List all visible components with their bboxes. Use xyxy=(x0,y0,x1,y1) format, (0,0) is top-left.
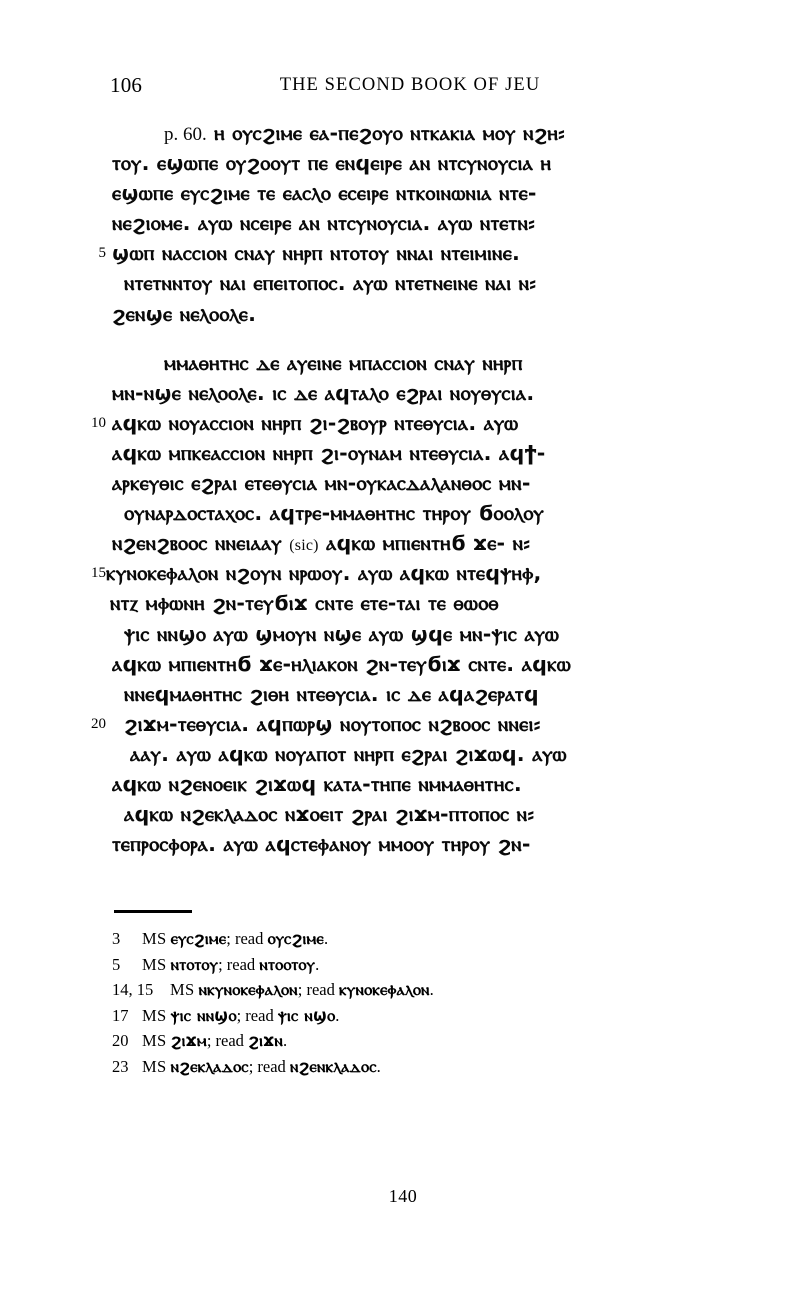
footnote-corrected-reading: ⲯⲓⲥ ⲛϣⲟ xyxy=(277,1005,336,1025)
line-number: 5 xyxy=(98,245,106,262)
sic-annotation: (sic) xyxy=(289,537,319,555)
footnote-separator: ; read xyxy=(236,1005,274,1025)
coptic-text: ⲛϩⲉⲛϩⲃⲟⲟⲥ ⲛⲛⲉⲓⲁⲁⲩ xyxy=(112,531,282,556)
text-line xyxy=(80,739,740,769)
coptic-text: ⲁϥⲕⲱ ⲙⲡⲓⲉⲛⲧⲏϭ ϫⲉ-ⲏⲗⲓⲁⲕⲟⲛ ϩⲛ-ⲧⲉⲩϭⲓϫ ⲥⲛⲧⲉ. ⲁϥⲕⲱ xyxy=(112,651,571,676)
footnote-ms-label: MS xyxy=(142,1005,167,1025)
footnote-ms-label: MS xyxy=(142,1031,167,1050)
footnote-separator: ; read xyxy=(297,980,335,999)
text-line xyxy=(80,118,740,148)
footnote-terminator: . xyxy=(315,954,320,974)
footnote-line-ref: 20 xyxy=(112,1031,129,1050)
coptic-text: ⲁϥⲕⲱ ⲛϩⲉⲛⲟⲉⲓⲕ ϩⲓϫⲱϥ ⲕⲁⲧⲁ-ⲧⲏⲡⲉ ⲛⲙⲙⲁⲑⲏⲧⲏⲥ. xyxy=(112,771,522,796)
coptic-text: ϩⲓϫⲙ-ⲧⲉⲑⲩⲥⲓⲁ. ⲁϥⲡⲱⲣϣ ⲛⲟⲩⲧⲟⲡⲟⲥ ⲛϩⲃⲟⲟⲥ ⲛⲛⲉⲓ⸗ xyxy=(124,711,541,736)
footnote-terminator: . xyxy=(282,1031,288,1050)
text-line xyxy=(80,408,740,438)
coptic-text: ⲁϥⲕⲱ ⲛϩⲉⲕⲗⲁⲇⲟⲥ ⲛϫⲟⲉⲓⲧ ϩⲣⲁⲓ ϩⲓϫⲙ-ⲡⲧⲟⲡⲟⲥ ⲛ⸗ xyxy=(124,802,535,827)
running-title: THE SECOND BOOK OF JEU xyxy=(279,75,541,95)
footnote-line-ref: 17 xyxy=(112,1005,129,1025)
coptic-text: ⲁⲁⲩ. ⲁⲩⲱ ⲁϥⲕⲱ ⲛⲟⲩⲁⲡⲟⲧ ⲛⲏⲣⲡ ⲉϩⲣⲁⲓ ϩⲓϫⲱϥ. ⲁⲩⲱ xyxy=(130,741,567,766)
footnote-line-ref: 14, 15 xyxy=(112,980,154,999)
text-line xyxy=(80,889,740,919)
coptic-text: ⲟⲩⲛⲁⲣⲇⲟⲥⲧⲁⲭⲟⲥ. ⲁϥⲧⲣⲉ-ⲙⲙⲁⲑⲏⲧⲏⲥ ⲧⲏⲣⲟⲩ ϭⲟⲟⲗⲟⲩ xyxy=(124,501,545,526)
footnote-terminator: . xyxy=(323,929,329,948)
coptic-text: ⲏ ⲟⲩⲥϩⲓⲙⲉ ⲉⲁ-ⲡⲉϩⲟⲩⲟ ⲛⲧⲕⲁⲕⲓⲁ ⲙⲟⲩ ⲛϩⲏ⸗ xyxy=(214,121,566,145)
coptic-text: ϣⲱⲡ ⲛⲁⲥⲥⲓⲟⲛ ⲥⲛⲁⲩ ⲛⲏⲣⲡ ⲛⲧⲟⲧⲟⲩ ⲛⲛⲁⲓ ⲛⲧⲉⲓⲙⲓⲛⲉ. xyxy=(112,241,521,266)
footnote-line-ref: 3 xyxy=(112,929,121,948)
text-line xyxy=(80,268,740,298)
footnote-corrected-reading: ⲟⲩⲥϩⲓⲙⲉ xyxy=(267,929,324,948)
text-line xyxy=(80,299,740,329)
footnote-corrected-reading: ⲕⲩⲛⲟⲕⲉⲫⲁⲗⲟⲛ xyxy=(338,980,430,999)
footnote-terminator: . xyxy=(376,1056,381,1076)
text-line xyxy=(80,679,740,709)
footnote-entry xyxy=(112,1054,672,1080)
line-number: 15 xyxy=(91,565,106,582)
line-number: 10 xyxy=(91,414,106,431)
footnote-entry xyxy=(112,952,672,978)
footnote-separator-rule xyxy=(114,910,192,913)
coptic-text: ⲧⲉⲡⲣⲟⲥⲫⲟⲣⲁ. ⲁⲩⲱ ⲁϥⲥⲧⲉⲫⲁⲛⲟⲩ ⲙⲙⲟⲟⲩ ⲧⲏⲣⲟⲩ ϩⲛ- xyxy=(112,832,531,857)
footnote-entry xyxy=(112,1028,672,1054)
footnote-entry xyxy=(112,1003,672,1029)
coptic-text: ⲧⲟⲩ. ⲉϣⲱⲡⲉ ⲟⲩϩⲟⲟⲩⲧ ⲡⲉ ⲉⲛϥⲉⲓⲣⲉ ⲁⲛ ⲛⲧⲥⲩⲛⲟⲩⲥⲓⲁ ⲏ xyxy=(112,151,552,176)
footnote-corrected-reading: ⲛϩⲉⲛⲕⲗⲁⲇⲟⲥ xyxy=(289,1056,377,1076)
text-line xyxy=(80,378,740,408)
coptic-text: ⲕⲩⲛⲟⲕⲉⲫⲁⲗⲟⲛ ⲛϩⲟⲩⲛ ⲛⲣⲱⲟⲩ. ⲁⲩⲱ ⲁϥⲕⲱ ⲛⲧⲉϥⲯⲏⲫ, xyxy=(106,561,542,586)
footnote-line-ref: 5 xyxy=(112,954,121,974)
footnote-ms-label: MS xyxy=(142,1056,167,1076)
footnote-ms-reading: ϩⲓϫⲙ xyxy=(170,1031,207,1050)
text-line xyxy=(80,829,740,859)
footnote-separator: ; read xyxy=(218,954,256,974)
coptic-text: ⲙⲛ-ⲛϣⲉ ⲛⲉⲗⲟⲟⲗⲉ. ⲓⲥ ⲇⲉ ⲁϥⲧⲁⲗⲟ ⲉϩⲣⲁⲓ ⲛⲟⲩⲑⲩⲥⲓⲁ. xyxy=(112,380,535,405)
footnote-ms-reading: ⲛⲕⲩⲛⲟⲕⲉⲫⲁⲗⲟⲛ xyxy=(198,980,298,999)
coptic-text: ⲁϥⲕⲱ ⲛⲟⲩⲁⲥⲥⲓⲟⲛ ⲛⲏⲣⲡ ϩⲓ-ϩⲃⲟⲩⲣ ⲛⲧⲉⲑⲩⲥⲓⲁ. ⲁⲩⲱ xyxy=(112,410,519,435)
coptic-text: ⲛⲛⲉϥⲙⲁⲑⲏⲧⲏⲥ ϩⲓⲑⲏ ⲛⲧⲉⲑⲩⲥⲓⲁ. ⲓⲥ ⲇⲉ ⲁϥⲁϩⲉⲣⲁⲧϥ xyxy=(124,681,539,706)
footnote-ms-label: MS xyxy=(142,929,167,948)
footnote-ms-label: MS xyxy=(170,980,195,999)
footnote-separator: ; read xyxy=(226,929,264,948)
footnote-separator: ; read xyxy=(206,1031,244,1050)
line-content xyxy=(164,118,740,150)
coptic-text: ⲛⲧⲉⲧⲛⲛⲧⲟⲩ ⲛⲁⲓ ⲉⲡⲉⲓⲧⲟⲡⲟⲥ. ⲁⲩⲱ ⲛⲧⲉⲧⲛⲉⲓⲛⲉ ⲛⲁⲓ ⲛ⸗ xyxy=(124,271,537,296)
line-number: 20 xyxy=(91,715,106,732)
header-folio-number: 106 xyxy=(110,73,143,97)
text-line xyxy=(80,468,740,498)
footnote-apparatus xyxy=(112,926,672,1079)
text-line xyxy=(80,619,740,649)
coptic-text: ⲁϥⲕⲱ ⲙⲡⲕⲉⲁⲥⲥⲓⲟⲛ ⲛⲏⲣⲡ ϩⲓ-ⲟⲩⲛⲁⲙ ⲛⲧⲉⲑⲩⲥⲓⲁ. ⲁϥϯ- xyxy=(112,440,546,465)
footnote-ms-reading: ⲛⲧⲟⲧⲟⲩ xyxy=(170,954,219,974)
footnote-terminator: . xyxy=(429,980,434,999)
coptic-text: ⲉϣⲱⲡⲉ ⲉⲩⲥϩⲓⲙⲉ ⲧⲉ ⲉⲁⲥⲗⲟ ⲉⲥⲉⲓⲣⲉ ⲛⲧⲕⲟⲓⲛⲱⲛⲓⲁ ⲛⲧⲉ- xyxy=(112,181,537,206)
text-line xyxy=(80,528,740,558)
paragraph-1 xyxy=(80,118,740,329)
footnote-separator: ; read xyxy=(248,1056,286,1076)
coptic-text: ⲯⲓⲥ ⲛⲛϣⲟ ⲁⲩⲱ ϣⲙⲟⲩⲛ ⲛϣⲉ ⲁⲩⲱ ϣϥⲉ ⲙⲛ-ⲯⲓⲥ ⲁⲩⲱ xyxy=(124,621,560,646)
text-line xyxy=(80,348,740,378)
footnote-corrected-reading: ⲛⲧⲟⲟⲧⲟⲩ xyxy=(259,954,316,974)
footnote-terminator: . xyxy=(335,1005,340,1025)
page-footer-number: 140 xyxy=(388,1186,418,1206)
footnote-entry xyxy=(112,977,672,1003)
line-content xyxy=(112,528,740,561)
coptic-text: ⲁⲣⲕⲉⲩⲑⲓⲥ ⲉϩⲣⲁⲓ ⲉⲧⲉⲑⲩⲥⲓⲁ ⲙⲛ-ⲟⲩⲕⲁⲥⲇⲁⲗⲁⲛⲑⲟⲥ ⲙⲛ- xyxy=(112,471,531,496)
body-text-block xyxy=(80,118,740,1040)
footnote-ms-reading: ⲉⲩⲥϩⲓⲙⲉ xyxy=(170,929,227,948)
running-header xyxy=(110,72,710,98)
coptic-text: ⲛⲧⲍ ⲙⲫⲱⲛⲏ ϩⲛ-ⲧⲉⲩϭⲓϫ ⲥⲛⲧⲉ ⲉⲧⲉ-ⲧⲁⲓ ⲧⲉ ⲑⲱⲟⲑ xyxy=(110,591,499,616)
text-line xyxy=(80,178,740,208)
text-line xyxy=(80,558,740,588)
text-line xyxy=(80,859,740,889)
coptic-text: ⲙⲙⲁⲑⲏⲧⲏⲥ ⲇⲉ ⲁⲩⲉⲓⲛⲉ ⲙⲡⲁⲥⲥⲓⲟⲛ ⲥⲛⲁⲩ ⲛⲏⲣⲡ xyxy=(164,350,523,375)
text-line xyxy=(80,238,740,268)
text-line xyxy=(80,148,740,178)
footnote-line-ref: 23 xyxy=(112,1056,129,1076)
coptic-text: ⲛⲉϩⲓⲟⲙⲉ. ⲁⲩⲱ ⲛⲥⲉⲓⲣⲉ ⲁⲛ ⲛⲧⲥⲩⲛⲟⲩⲥⲓⲁ. ⲁⲩⲱ ⲛⲧⲉⲧⲛ⸗ xyxy=(112,211,536,236)
text-line xyxy=(80,498,740,528)
manuscript-page-marker: p. 60. xyxy=(164,124,207,145)
coptic-text-tail: ⲁϥⲕⲱ ⲙⲡⲓⲉⲛⲧⲏϭ ϫⲉ- ⲛ⸗ xyxy=(326,531,531,556)
text-line xyxy=(80,649,740,679)
footnote-ms-reading: ⲛϩⲉⲕⲗⲁⲇⲟⲥ xyxy=(170,1056,249,1076)
footnote-ms-reading: ⲯⲓⲥ ⲛⲛϣⲟ xyxy=(170,1005,237,1025)
paragraph-spacer xyxy=(80,329,740,348)
text-line xyxy=(80,769,740,799)
text-line xyxy=(80,438,740,468)
text-line xyxy=(80,799,740,829)
text-line xyxy=(80,588,740,618)
footnote-corrected-reading: ϩⲓϫⲛ xyxy=(248,1031,283,1050)
coptic-text: ϩⲉⲛϣⲉ ⲛⲉⲗⲟⲟⲗⲉ. xyxy=(112,301,257,326)
footnote-ms-label: MS xyxy=(142,954,167,974)
text-line xyxy=(80,208,740,238)
text-line xyxy=(80,709,740,739)
footnote-entry xyxy=(112,926,672,952)
